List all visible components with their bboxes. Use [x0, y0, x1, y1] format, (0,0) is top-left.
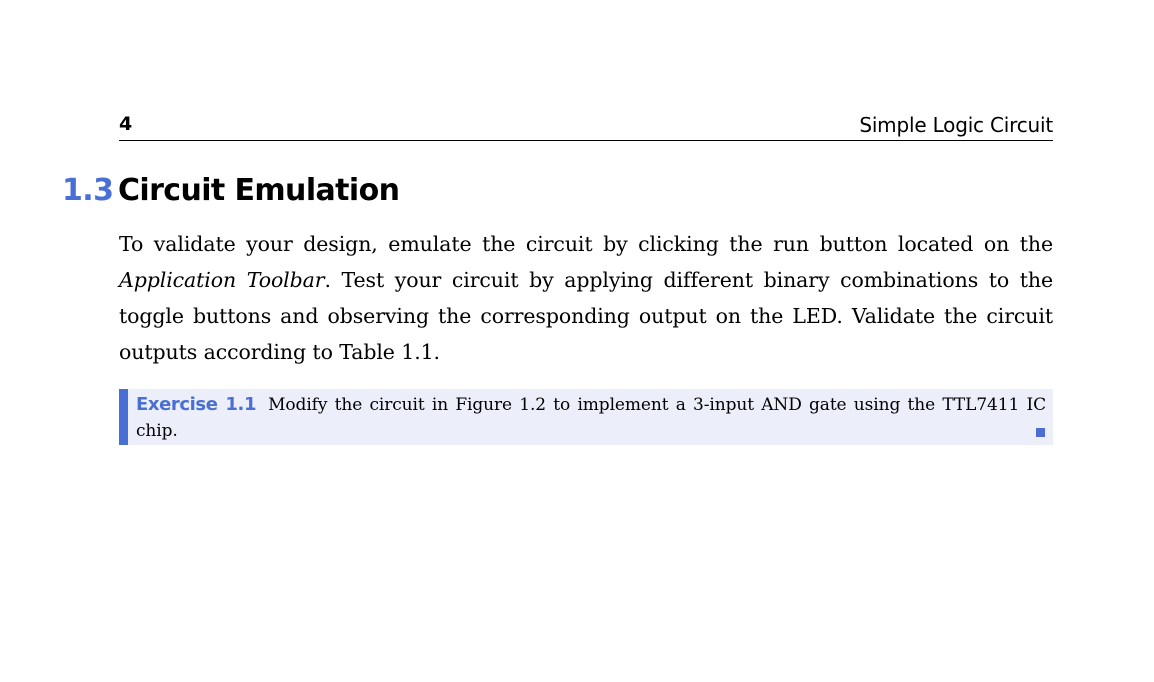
paragraph-text-start: To validate your design, emulate the circuit by clicking the run button located on the	[119, 232, 1053, 256]
exercise-box	[119, 389, 1053, 445]
paragraph-emphasis: Application Toolbar	[119, 268, 325, 292]
page-header	[119, 112, 1053, 141]
running-title: Simple Logic Circuit	[859, 113, 1053, 137]
exercise-text: Modify the circuit in Figure 1.2 to implement a 3-input AND gate using the TTL7411 IC chip.	[136, 395, 1047, 441]
exercise-text-block	[136, 392, 1046, 444]
exercise-label: Exercise 1.1	[136, 394, 257, 415]
section-number: 1.3	[62, 173, 114, 208]
section-title: Circuit Emulation	[118, 173, 400, 208]
section-heading	[62, 173, 399, 213]
body-paragraph	[119, 226, 1053, 370]
page-number: 4	[119, 113, 133, 135]
paragraph-text-end: . Test your circuit by applying different binary combinations to the toggle buttons and observing the corresponding output on the LED. Validate the circuit outputs according to Table 1.1.	[119, 268, 1053, 364]
end-square-icon	[1036, 428, 1045, 437]
